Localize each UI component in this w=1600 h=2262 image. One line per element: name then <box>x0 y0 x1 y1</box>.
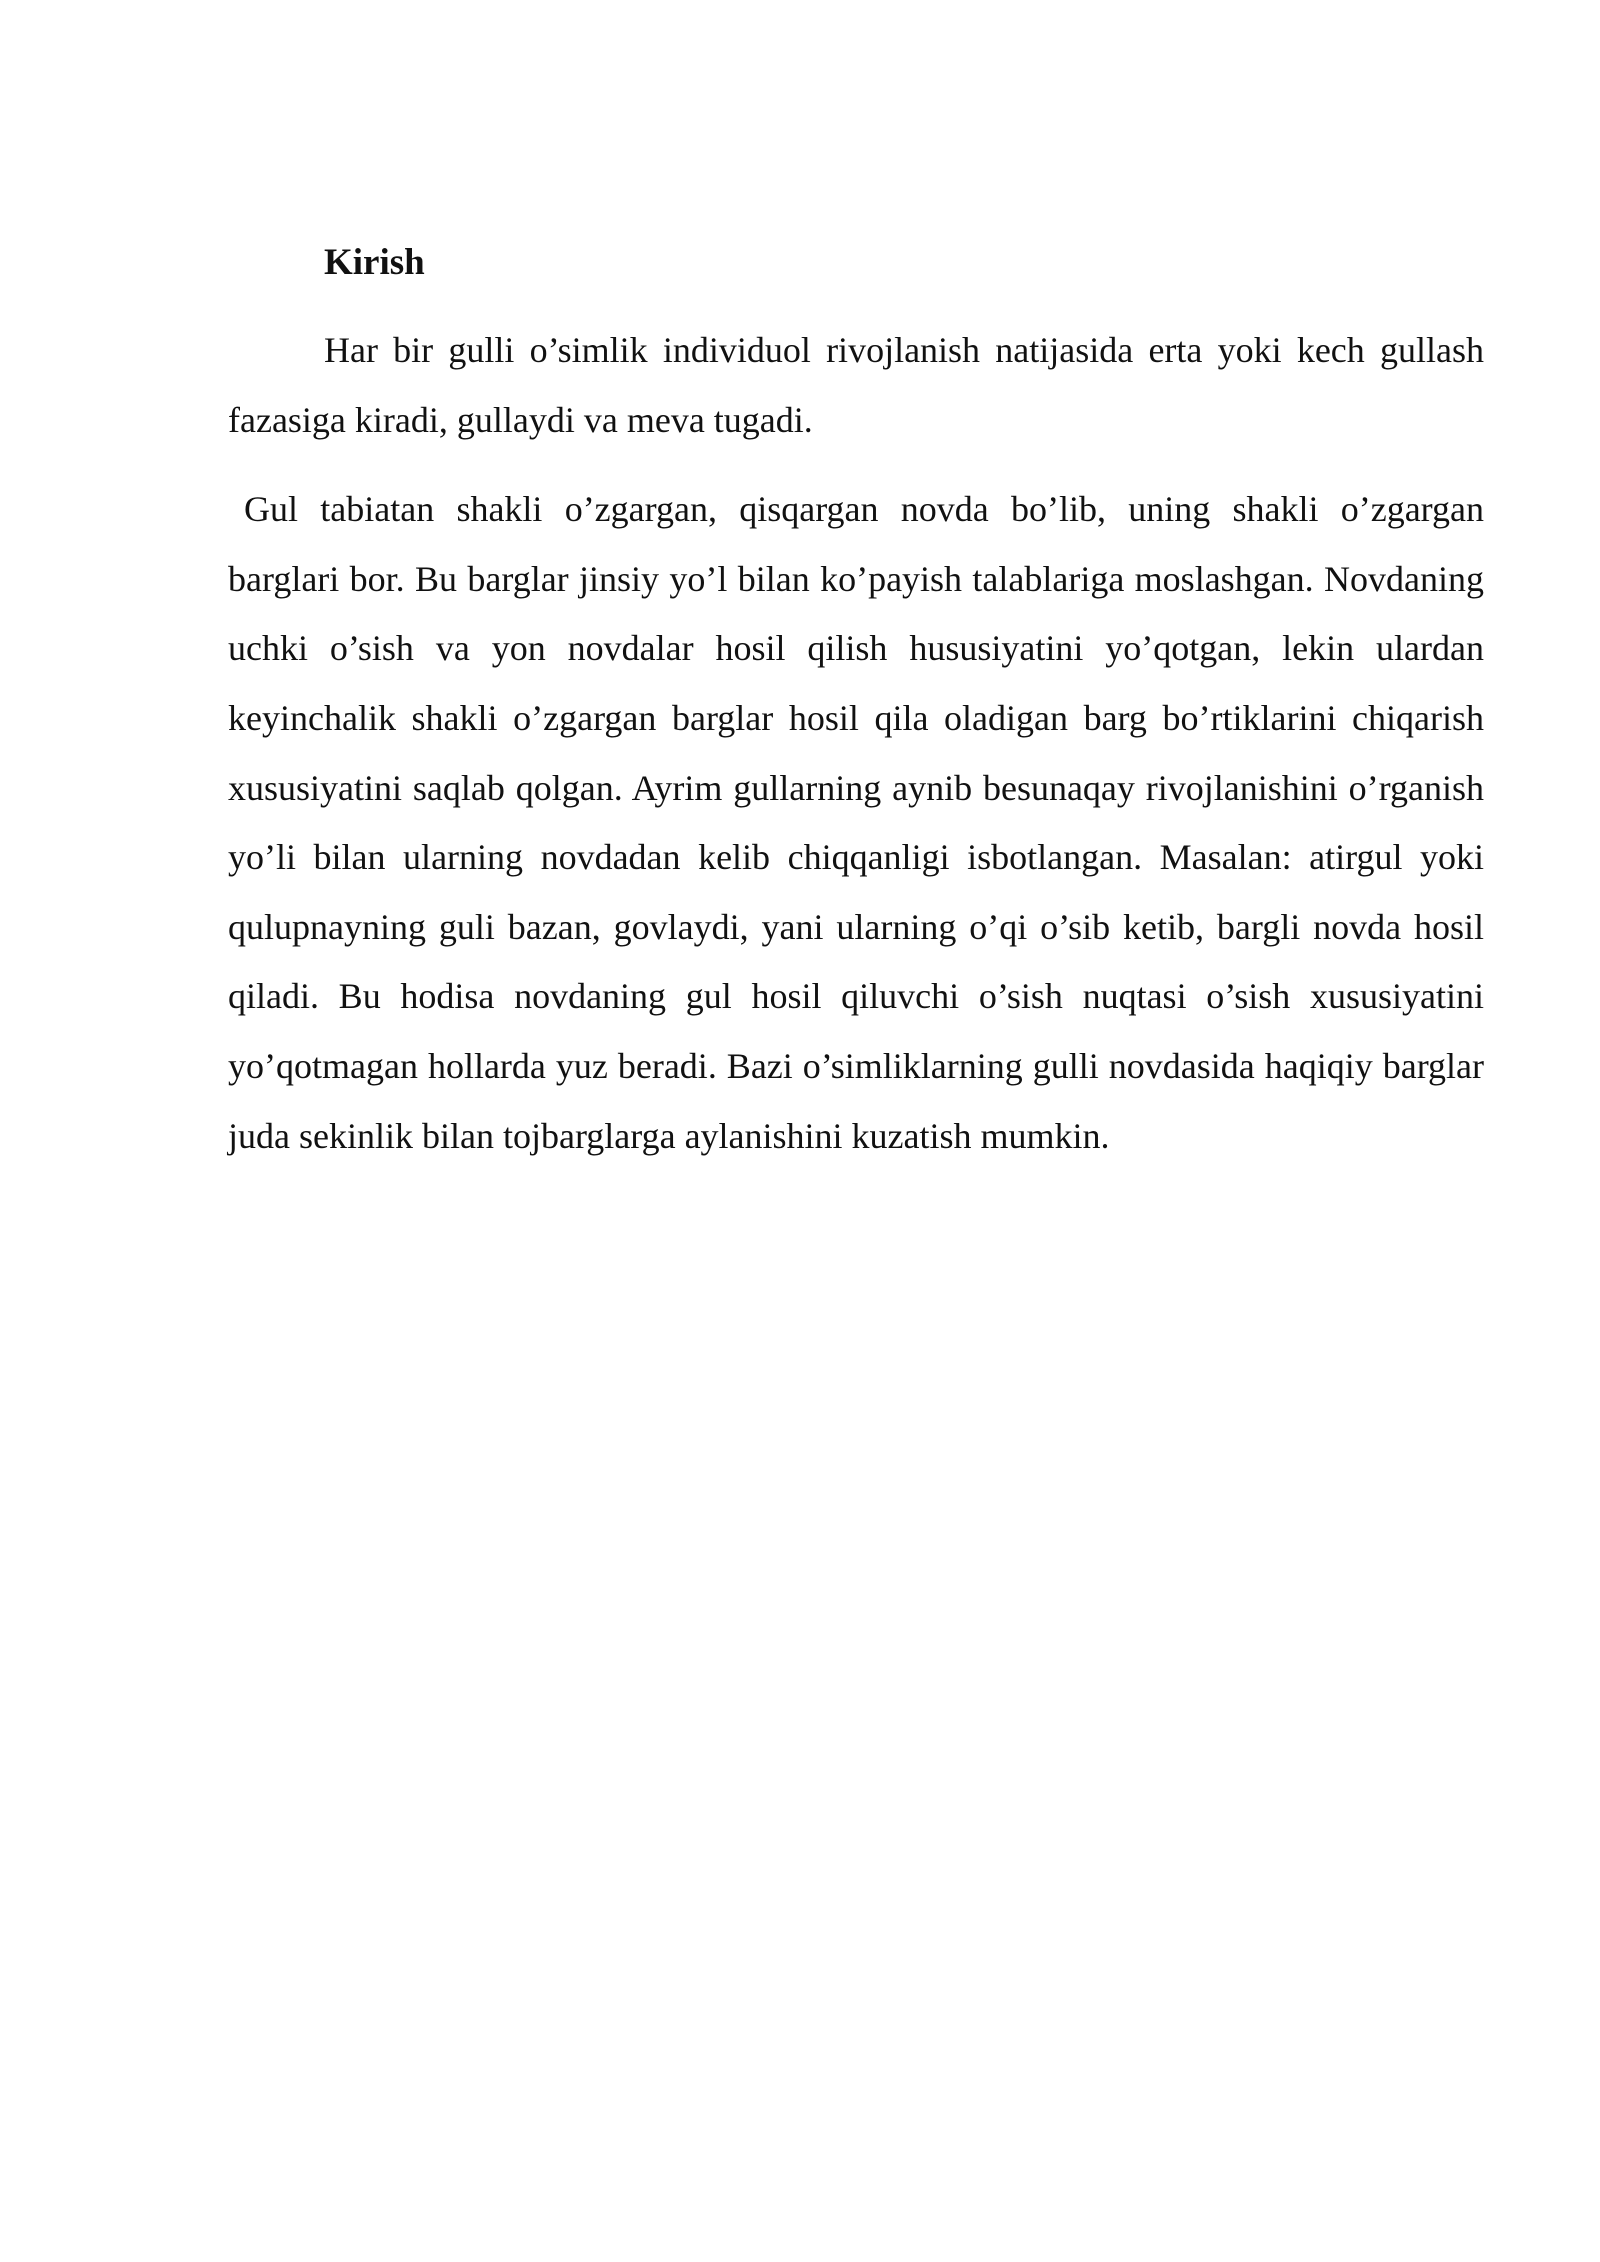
document-body <box>228 232 1484 1171</box>
paragraph-main: Gul tabiatan shakli o’zgargan, qisqargan novda bo’lib, uning shakli o’zgargan barglari bor. Bu barglar jinsiy yo’l bilan ko’payish talablariga moslashgan. Novdaning uchki o’sish va yon novdalar hosil qilish hususiyatini yo’qotgan, lekin ulardan keyinchalik shakli o’zgargan barglar hosil qila oladigan barg bo’rtiklarini chiqarish xususiyatini saqlab qolgan. Ayrim gullarning aynib besunaqay rivojlanishini o’rganish yo’li bilan ularning novdadan kelib chiqqanligi isbotlangan. Masalan: atirgul yoki qulupnayning guli bazan, govlaydi, yani ularning o’qi o’sib ketib, bargli novda hosil qiladi. Bu hodisa novdaning gul hosil qiluvchi o’sish nuqtasi o’sish xususiyatini yo’qotmagan hollarda yuz beradi. Bazi o’simliklarning gulli novdasida haqiqiy barglar juda sekinlik bilan tojbarglarga aylanishini kuzatish mumkin. <box>228 489 1484 1156</box>
paragraph-intro: Har bir gulli o’simlik individuol rivojlanish natijasida erta yoki kech gullash fazasiga kiradi, gullaydi va meva tugadi. <box>228 330 1484 440</box>
section-heading: Kirish <box>324 242 425 283</box>
